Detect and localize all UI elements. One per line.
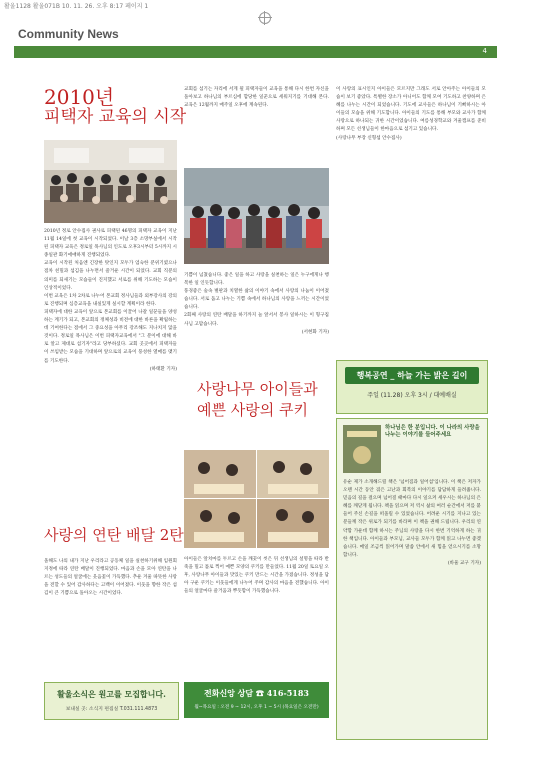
article1-credit: (하태환 기자) xyxy=(149,366,177,372)
training-photo-illustration xyxy=(44,140,177,223)
coal-delivery-story xyxy=(184,272,329,352)
cookie-photo-collage xyxy=(184,450,329,548)
coal-credit: (서현화 기자) xyxy=(301,329,329,335)
article1-continuation: 교회를 섬기는 자리에 서게 될 피택자들이 교육을 통해 다시 한번 자신을 돌아보고 하나님의 부르심에 합당한 일꾼으로 세워지기를 기대해 본다. 교육은 12월까지 매주일 오후에 계속된다. xyxy=(184,87,329,109)
page-number: 4 xyxy=(482,47,487,55)
book-cover-image xyxy=(343,425,381,473)
section-title: Community News xyxy=(18,27,119,41)
right-paragraph: 이 사랑의 표시인지 아이들은 모르지만 그래도 서로 안아주는 아이들의 모습이 보기 좋았다. 특별한 장소가 아니어도 함께 모여 기도하고 찬양하며 은혜를 나누는 시간이 되었습니다. 기도에 교사들은 하나님이 기뻐하시는 아이들의 모습을 위해 기도합니다. 아이들의 기도를 통해 부모와 교사가 함께 사랑으로 하나되는 귀한 시간이었습니다. 여름성경학교와 겨울캠프를 준비하며 모든 선생님들이 한마음으로 섬기고 있습니다. xyxy=(336,87,486,133)
book-review-credit: (바울 교구 기자) xyxy=(447,560,481,566)
article1-paragraph: 이번 교육은 1차 2차로 나누어 본교회 정사님들과 외부강사의 강의로 진행되며 심층교육을 내실있게 실시할 계획이라 한다. xyxy=(44,293,177,307)
phone-counseling-notice xyxy=(184,682,329,718)
print-mark: 활울1128 활울071B 10. 11. 26. 오후 8:17 페이지 1 xyxy=(4,3,149,10)
article1-paragraph: 교육이 시작된 처음엔 긴장한 탓인지 모두가 엄숙한 분위기였으나 점차 친밀과 섬김을 나누면서 즐거운 시간이 되었다. 교회 직분의 의미를 되새기는 모습들이 진지했고 서로를 위해 기도하는 모습이 인상적이었다. xyxy=(44,261,177,291)
coal-paragraph: 기쁨이 넘쳤습니다. 좋은 일을 하고 사랑을 실천하는 일은 누구에게나 행복한 일 인듯합니다. xyxy=(184,273,329,287)
registration-mark xyxy=(259,12,271,24)
article1-body xyxy=(44,228,177,496)
book-review-box xyxy=(336,418,488,740)
coal-paragraph: 2회째 사랑의 연탄 배달을 하기까지 늘 앞서서 봉사 일하시는 이 형구집사님 고맙습니다. xyxy=(184,313,329,327)
concert-notice xyxy=(336,360,488,414)
phone-counseling-title: 전화신앙 상담 ☎ 416-5183 xyxy=(203,688,309,698)
header-bar xyxy=(14,46,497,58)
manuscript-notice xyxy=(44,682,179,720)
article3-body: 아이들은 앞치마를 두르고 손을 깨끗이 씻은 뒤 선생님의 설명을 따라 반죽을 밀고 틀로 찍어 예쁜 모양의 쿠키를 만들었다. 11월 20일 토요일 오후, 사랑나무 아이들과 맛있는 쿠키 만드는 시간을 가졌습니다. 정성을 담아 구운 쿠키는 이웃들에게 나누어 주며 감사의 마음을 전했습니다. 아이들의 얼굴마다 즐거움과 뿌듯함이 가득했습니다. xyxy=(184,557,329,595)
book-review-body xyxy=(343,479,481,729)
training-photo xyxy=(44,140,177,223)
cookie-photos-illustration xyxy=(184,450,329,548)
article1-paragraph: 피택자에 대한 교육이 앞으로 본교회를 이끌어 나갈 일꾼들을 양성하는 계기가 되고, 본교회의 정체성과 비전에 대한 바른을 확립하는데 기여한다는 점에서 그 중요성을 아무리 강조해도 지나치지 않을 것이다. 정로일 목사님은 이번 피택자교육에서 "그 분이에 대해 바로 알고 제대로 섬기자"라고 당부하셨다. 교회 곳곳에서 피택자들이 쓰임받는 모습을 기대하며 앞으로의 교육이 풍성한 열매를 맺기를 기도한다. xyxy=(44,309,177,364)
right-credit: (사랑나무 부장 신형섭 안수집사) xyxy=(336,135,402,141)
concert-subtitle: 주일 (11.28) 오후 3시 / 대예배실 xyxy=(367,392,457,399)
article2-title: 사랑의 연탄 배달 2탄 xyxy=(44,526,184,544)
article-title-line2: 피택자 교육의 시작 xyxy=(44,107,187,127)
article-right-body xyxy=(336,86,486,354)
spacer xyxy=(44,552,177,556)
book-review-heading: 하나님은 한 분입니다. 이 나라의 사랑을 나누는 이야기를 들어주세요 xyxy=(385,425,480,439)
book-cover-illustration xyxy=(343,425,381,473)
phone-counseling-hours: 월~목요일 : 오전 9 ~ 12시, 오후 1 ~ 5시 (목요일은 오전만) xyxy=(194,705,319,710)
article2-body: 올해도 나의 내가 지난 우리라고 공동체 일을 실천하기위해 임원회 지정에 따라 연탄 배달이 진행되었다. 마음과 손을 모아 연탄을 나르는 성도들의 얼굴에는 웃음꽃이 가득했다. 추운 겨울 따뜻한 사랑을 전할 수 있어 감사하다는 고백이 이어졌다. 이웃을 향한 작은 섬김이 큰 기쁨으로 돌아오는 시간이었다. xyxy=(44,559,177,597)
manuscript-title: 활울소식은 원고를 모집합니다. xyxy=(57,689,166,699)
article3-title-line1: 사랑나무 아이들과 xyxy=(197,380,318,398)
manuscript-contact: 보내실 곳: 소식지 편집실 T.031.111.4873 xyxy=(65,707,158,712)
coal-delivery-photo xyxy=(184,168,329,264)
article3-title-line2: 예쁜 사랑의 쿠키 xyxy=(197,401,308,419)
coal-delivery-illustration xyxy=(184,168,329,264)
coal-paragraph: 풍경좋은 숲속 벌판과 치열한 삶의 이야기 속에서 사랑의 나눔이 이어졌습니다. 서로 돕고 나누는 기쁨 속에서 하나님의 사랑을 느끼는 시간이었습니다. xyxy=(184,289,329,311)
article1-paragraph: 2010년 정로 안수집사 권사로 피택된 46명의 피택자 교육이 지난 11월 14일에 첫 교육이 시작되었다. 이날 3층 소망부실에서 시작된 피택자 교육은 정로일 목사님의 인도로 오후3시부터 5시까지 시종일관 화기애애하게 진행되었다. xyxy=(44,229,177,259)
article-title-line1: 2010년 xyxy=(44,85,115,109)
book-review-paragraph: 유순 제가 소개해드릴 책은 '넘어짐과 일어섬'입니다. 이 책은 저자가 오랜 시간 동안 겪은 고난과 회복의 이야기를 담담하게 들려줍니다. 믿음의 길을 걸으며 넘어질 때마다 다시 일으켜 세우시는 하나님의 은혜를 깨닫게 됩니다. 책을 읽으며 저 역시 삶의 여러 순간에서 저를 붙들어 주신 손길을 떠올릴 수 있었습니다. 어려운 시기를 지나고 있는 분들께 작은 위로가 되기를 바라며 이 책을 권해 드립니다. 우리의 연약함 가운데 함께 하시는 주님의 사랑을 다시 한번 기억하게 하는 귀한 책입니다. 아이들과 부모님, 교사들 모두가 함께 읽고 나누면 좋겠습니다. 매일 조금씩 읽어가며 말씀 안에서 새 힘을 얻으시기를 소망합니다. xyxy=(343,480,481,558)
concert-title: 행복공연 _ 하늘 가는 밝은 길이 xyxy=(345,367,479,384)
